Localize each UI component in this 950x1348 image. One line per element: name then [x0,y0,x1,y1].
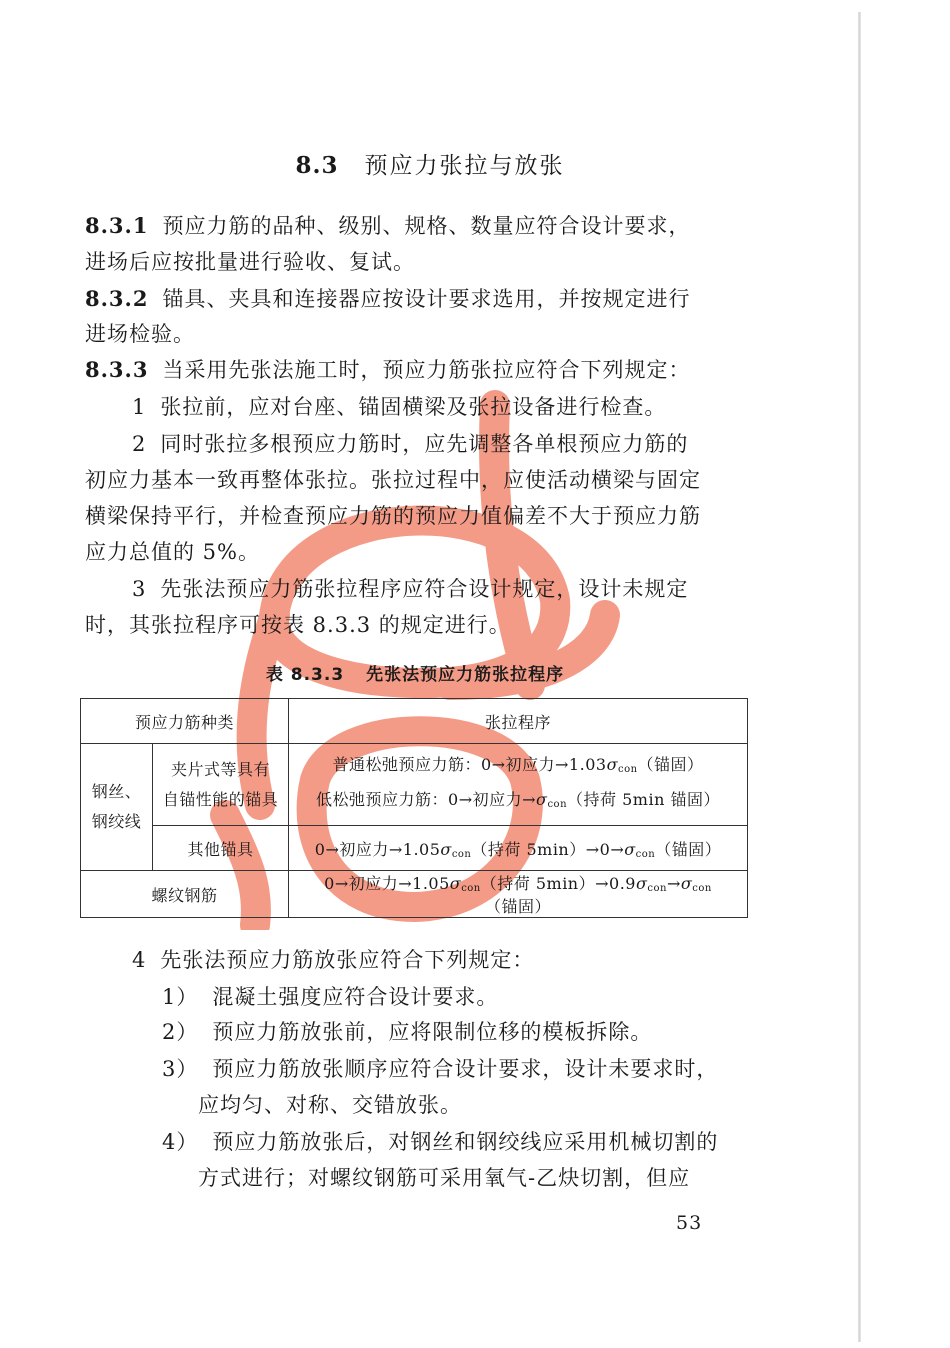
item-2-line4: 应力总值的 5%。 [85,540,260,564]
procedure-normal-relaxation: 普通松弛预应力筋：0→初应力$\to 1.03\sigma_{con}$（锚固） [332,754,704,775]
page-number: 53 [676,1212,703,1234]
clause-8-3-2-line2: 进场检验。 [85,322,195,346]
group-rebar: 螺纹钢筋 [81,871,289,918]
item-number: 2 [132,432,147,456]
header-procedure: 张拉程序 [289,699,748,744]
clause-number: 8.3.1 [85,213,149,238]
clause-8-3-1-line1: 8.3.1 预应力筋的品种、级别、规格、数量应符合设计要求， [85,213,691,238]
item-2-line2: 初应力基本一致再整体张拉。张拉过程中，应使活动横梁与固定 [85,468,701,492]
table-title: 先张法预应力筋张拉程序 [366,665,565,685]
procedure-rebar: 0→初应力$\to 1.05\sigma_{con}$（持荷 $5\min)\to 0.9\sigma_{con}\to\sigma_{con}$（锚固） [289,871,748,918]
subitem-number: 1） [162,985,199,1009]
table-caption [0,660,830,685]
table-row [81,871,748,918]
item-2-line1: 2 同时张拉多根预应力筋时，应先调整各单根预应力筋的 [132,432,689,456]
procedure-other: 0→初应力$\to 1.05\sigma_{con}$（持荷 $5\min)\to 0\to\sigma_{con}$（锚固） [289,826,748,871]
subitem-4-line1: 4） 预应力筋放张后，对钢丝和钢绞线应采用机械切割的 [162,1130,719,1154]
subitem-3-line1: 3） 预应力筋放张顺序应符合设计要求，设计未要求时， [162,1057,719,1081]
procedure-low-relaxation: 低松弛预应力筋：0→初应力$\to\sigma_{con}$（持荷 5min 锚固） [316,789,720,810]
item-2-line3: 横梁保持平行，并检查预应力筋的预应力值偏差不大于预应力筋 [85,504,701,528]
clause-number: 8.3.2 [85,286,149,311]
clause-8-3-3-line1: 8.3.3 当采用先张法施工时，预应力筋张拉应符合下列规定： [85,357,691,382]
anchor-other: 其他锚具 [153,826,289,871]
anchor-self-locking: 夹片式等具有 自锚性能的锚具 [153,744,289,826]
header-type: 预应力筋种类 [81,699,289,744]
subitem-number: 4） [162,1130,199,1154]
item-1-line1: 1 张拉前，应对台座、锚固横梁及张拉设备进行检查。 [132,395,667,419]
item-number: 4 [132,948,147,972]
subitem-3-line2: 应均匀、对称、交错放张。 [198,1093,462,1117]
item-3-line2: 时，其张拉程序可按表 8.3.3 的规定进行。 [85,613,511,637]
clause-8-3-2-line1: 8.3.2 锚具、夹具和连接器应按设计要求选用，并按规定进行 [85,286,691,311]
table-row [81,826,748,871]
section-number: 8.3 [295,152,339,179]
subitem-number: 3） [162,1057,199,1081]
subitem-number: 2） [162,1020,199,1044]
item-number: 3 [132,577,147,601]
item-4-line1: 4 先张法预应力筋放张应符合下列规定： [132,948,535,972]
table-number: 表 8.3.3 [265,665,345,685]
clause-8-3-1-line2: 进场后应按批量进行验收、复试。 [85,250,415,274]
procedure-self-locking [289,744,748,826]
subitem-2: 2） 预应力筋放张前，应将限制位移的模板拆除。 [162,1020,653,1044]
section-title-text: 预应力张拉与放张 [364,153,565,179]
clause-number: 8.3.3 [85,357,149,382]
subitem-4-line2: 方式进行；对螺纹钢筋可采用氧气-乙炔切割，但应 [198,1166,691,1190]
tensioning-procedure-table [80,698,748,918]
group-wire-strand: 钢丝、 钢绞线 [81,744,153,871]
page-edge-shadow [858,12,861,1342]
subitem-1: 1） 混凝土强度应符合设计要求。 [162,985,499,1009]
item-number: 1 [132,395,147,419]
section-heading [0,147,860,180]
table-row [81,744,748,826]
table-header-row [81,699,748,744]
item-3-line1: 3 先张法预应力筋张拉程序应符合设计规定，设计未规定 [132,577,689,601]
